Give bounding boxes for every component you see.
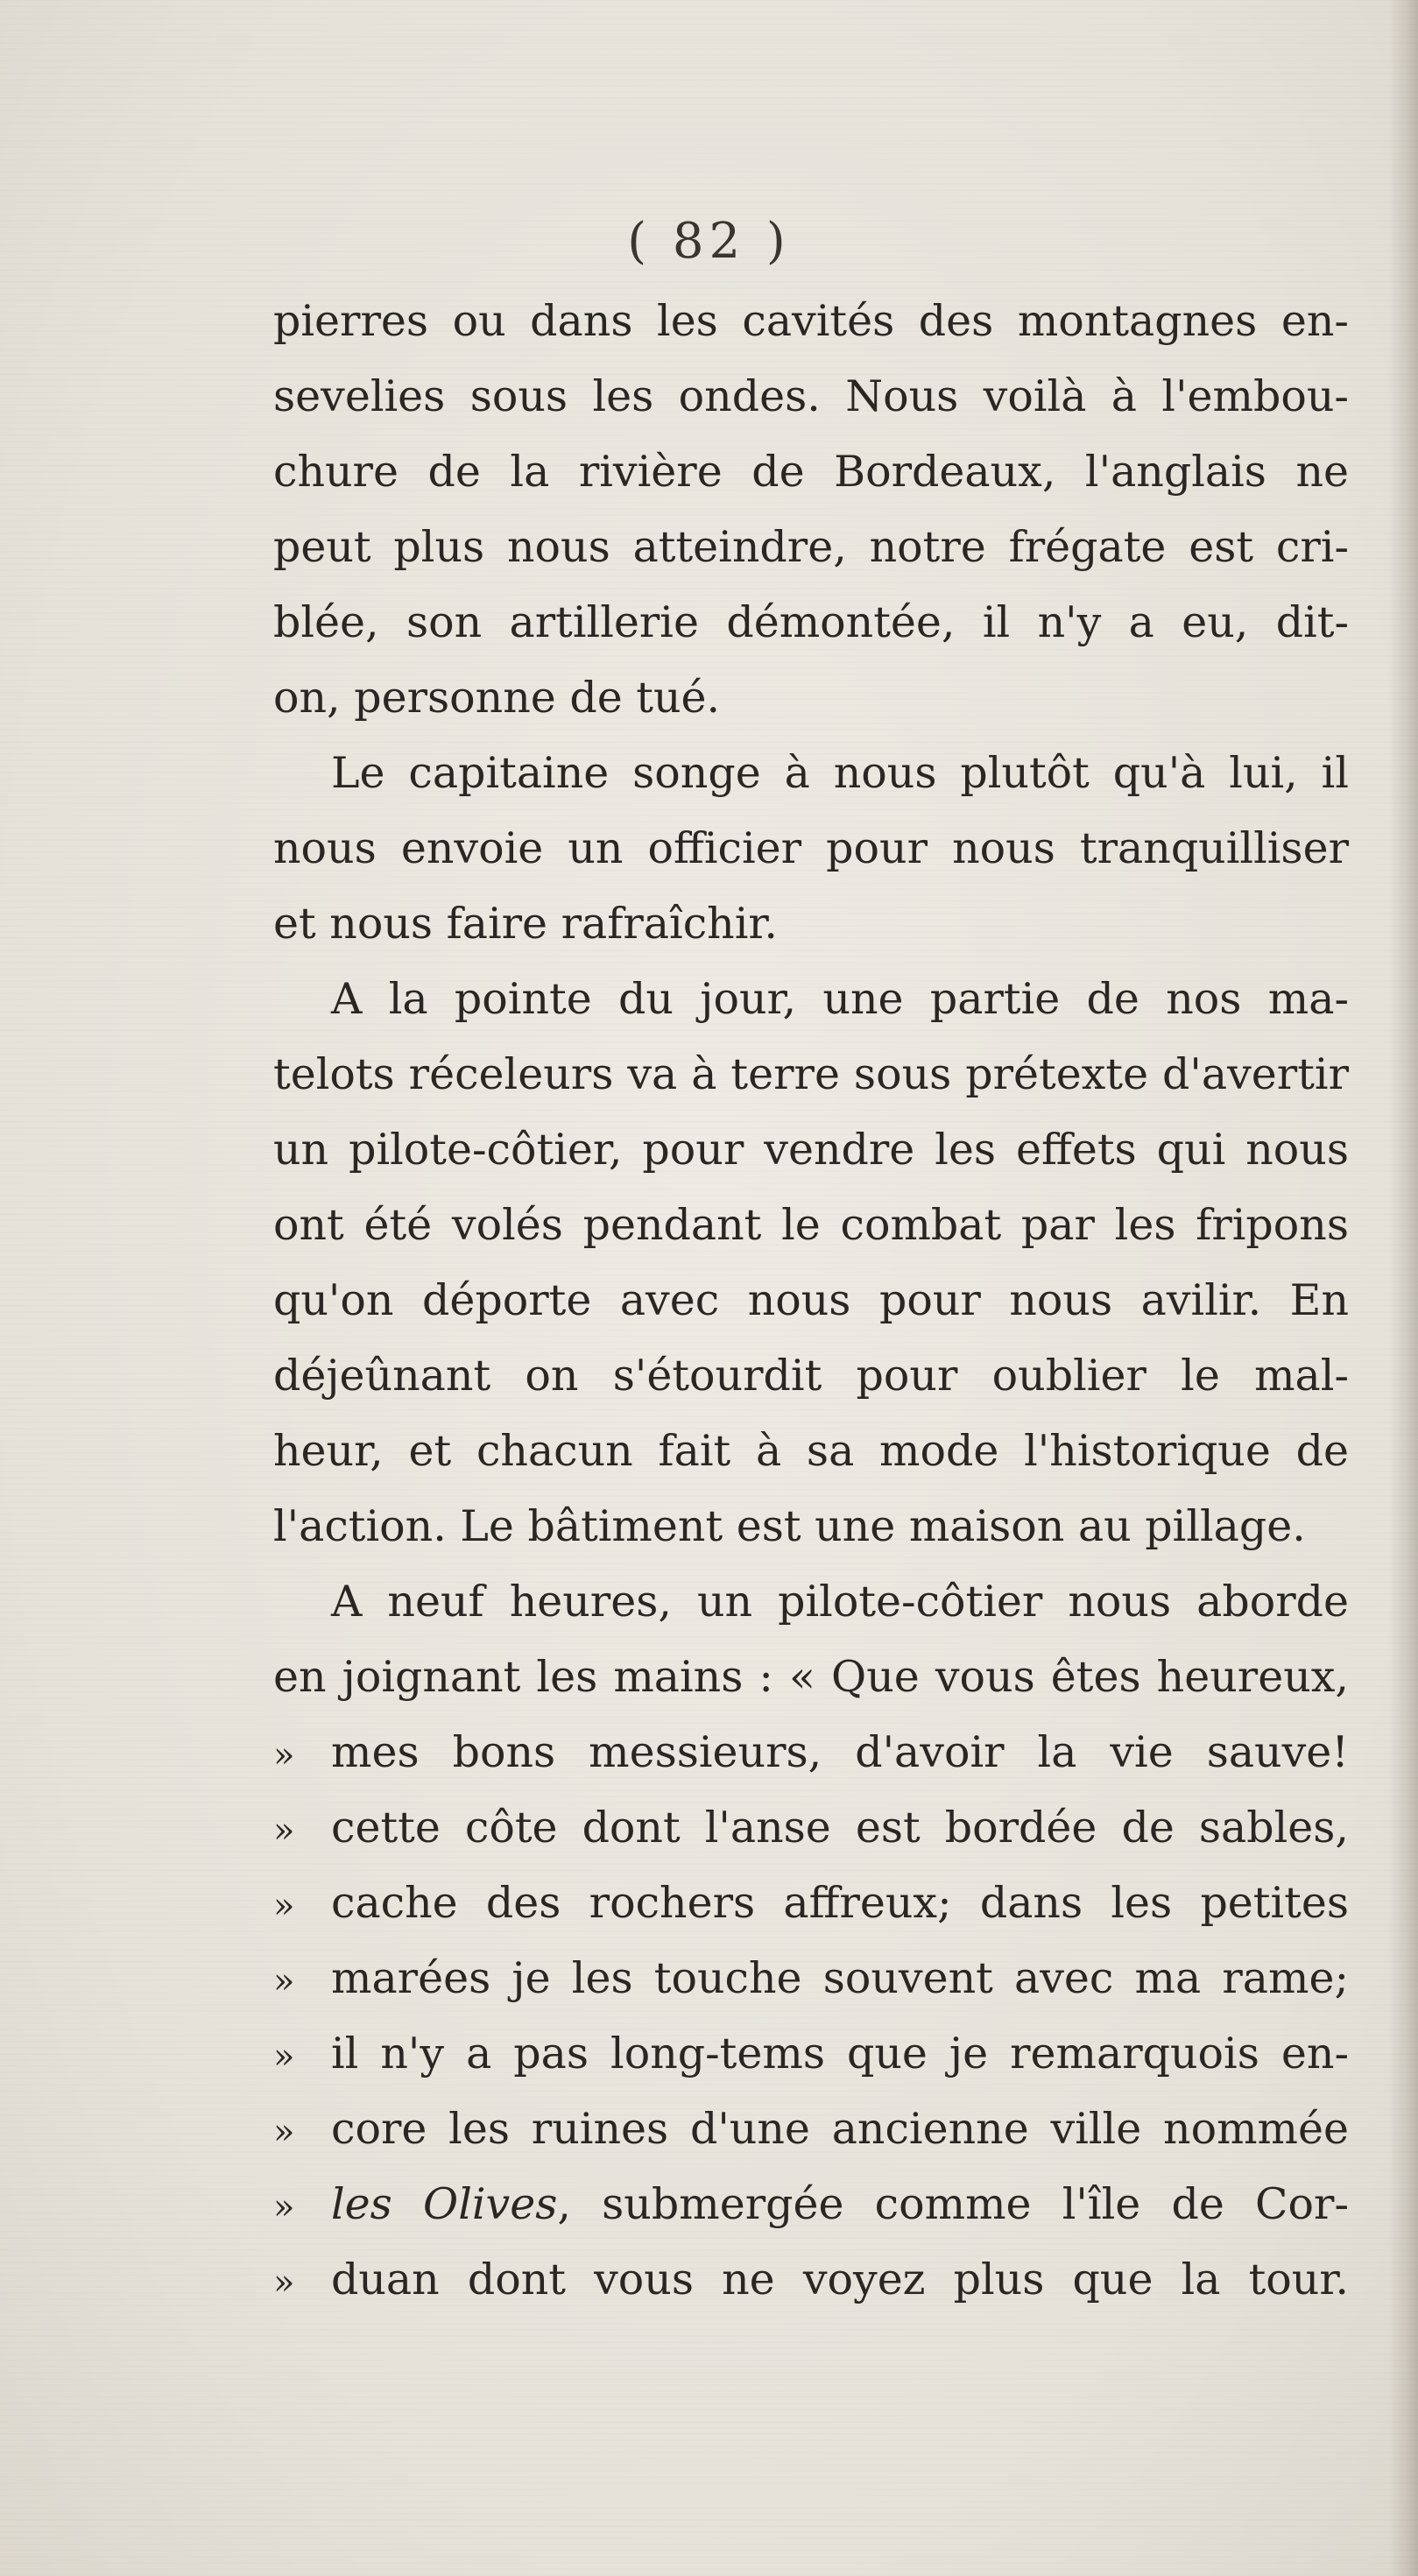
text-line: sevelies sous les ondes. Nous voilà à l'embou-: [273, 371, 1349, 421]
text-line: nous envoie un officier pour nous tranquilliser: [273, 823, 1349, 873]
quote-line: [273, 1715, 1349, 1790]
quote-text: core les ruines d'une ancienne ville nommée: [331, 2104, 1349, 2154]
quote-text: duan dont vous ne voyez plus que la tour.: [331, 2255, 1349, 2304]
text-line: ont été volés pendant le combat par les fripons: [273, 1200, 1349, 1250]
page-number: ( 82 ): [627, 213, 791, 270]
quote-text: cette côte dont l'anse est bordée de sables,: [331, 1803, 1349, 1853]
text-line: pierres ou dans les cavités des montagnes en-: [273, 296, 1349, 346]
quote-text: cache des rochers affreux; dans les petites: [331, 1878, 1349, 1928]
text-line: Le capitaine songe à nous plutôt qu'à lui, il: [331, 748, 1349, 798]
quote-text: marées je les touche souvent avec ma rame;: [331, 1953, 1349, 2003]
quote-line: [273, 1790, 1349, 1866]
quote-mark: »: [273, 1886, 295, 1926]
text-line: heur, et chacun fait à sa mode l'historique de: [273, 1426, 1349, 1476]
text-line: on, personne de tué.: [273, 673, 721, 723]
quote-text: [331, 2167, 1349, 2242]
quote-mark: »: [273, 1961, 295, 2001]
quote-line: [273, 1941, 1349, 2016]
text-line: l'action. Le bâtiment est une maison au pillage.: [273, 1501, 1306, 1551]
quote-text: mes bons messieurs, d'avoir la vie sauve!: [331, 1727, 1349, 1777]
text-line: blée, son artillerie démontée, il n'y a eu, dit-: [273, 597, 1349, 647]
quote-text-rest: , submergée comme l'île de Cor-: [557, 2179, 1350, 2229]
quote-line: [273, 2016, 1349, 2092]
text-line: A neuf heures, un pilote-côtier nous aborde: [331, 1577, 1349, 1627]
italic-place-name: les Olives: [331, 2179, 558, 2229]
text-line: en joignant les mains : « Que vous êtes heureux,: [273, 1652, 1349, 1702]
text-line: A la pointe du jour, une partie de nos ma-: [331, 974, 1349, 1024]
text-line: telots réceleurs va à terre sous prétexte d'avertir: [273, 1049, 1349, 1099]
quote-line: [273, 1866, 1349, 1941]
quote-line: [273, 2092, 1349, 2167]
text-line: déjeûnant on s'étourdit pour oublier le mal-: [273, 1351, 1349, 1401]
quote-text: il n'y a pas long-tems que je remarquois en-: [331, 2029, 1349, 2078]
quote-mark: »: [273, 2187, 295, 2227]
quote-mark: »: [273, 1735, 295, 1775]
text-line: et nous faire rafraîchir.: [273, 899, 778, 949]
text-line: un pilote-côtier, pour vendre les effets qui nous: [273, 1125, 1349, 1175]
quote-line: [273, 2242, 1349, 2318]
page-edge-shadow: [1388, 0, 1418, 2576]
quote-mark: »: [273, 1810, 295, 1851]
quote-mark: »: [273, 2112, 295, 2152]
quote-line: [273, 2167, 1349, 2242]
text-line: peut plus nous atteindre, notre frégate est cri-: [273, 522, 1349, 572]
text-line: chure de la rivière de Bordeaux, l'anglais ne: [273, 447, 1349, 497]
body-text: [273, 284, 1349, 2318]
text-line: qu'on déporte avec nous pour nous avilir. En: [273, 1275, 1349, 1325]
quote-mark: »: [273, 2036, 295, 2077]
quote-mark: »: [273, 2262, 295, 2303]
